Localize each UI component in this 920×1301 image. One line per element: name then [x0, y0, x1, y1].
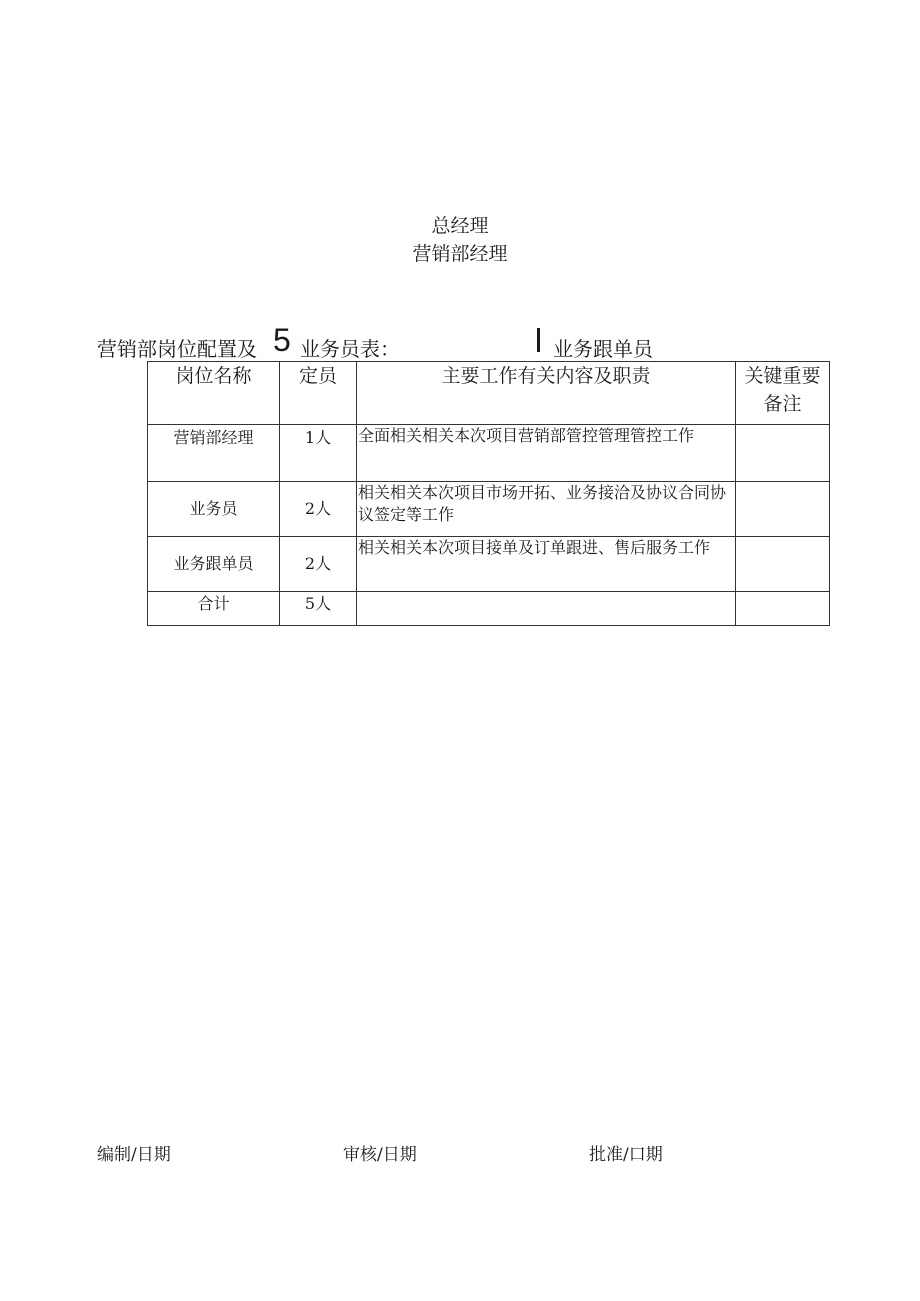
- table-row: [148, 537, 830, 592]
- table-total-row: [148, 592, 830, 626]
- row-notes: [736, 482, 830, 537]
- positions-table: [147, 361, 830, 626]
- row-count: 2人: [280, 537, 357, 592]
- header-count: 定员: [280, 362, 357, 425]
- heading-big-number: 5: [273, 322, 291, 358]
- heading-role: 业务员表：: [300, 337, 400, 361]
- table-row: [148, 425, 830, 482]
- row-notes: [736, 425, 830, 482]
- row-name: 业务跟单员: [148, 537, 280, 592]
- row-count: 2人: [280, 482, 357, 537]
- header-name: 岗位名称: [148, 362, 280, 425]
- footer-reviewed: 审核/日期: [343, 1145, 417, 1165]
- vertical-bar-mark: [537, 328, 540, 352]
- row-duties: 相关相关本次项目市场开拓、业务接洽及协议合同协议签定等工作: [357, 482, 736, 537]
- table-row: [148, 482, 830, 537]
- row-duties: 相关相关本次项目接单及订单跟进、售后服务工作: [357, 537, 736, 592]
- table-header-row: [148, 362, 830, 425]
- footer-prepared: 编制/日期: [97, 1145, 171, 1165]
- total-count: 5人: [280, 592, 357, 626]
- total-notes: [736, 592, 830, 626]
- header-notes: 关键重要备注: [736, 362, 830, 425]
- heading-title: 营销部岗位配置及: [97, 337, 257, 361]
- row-count: 1人: [280, 425, 357, 482]
- org-top-label: 总经理: [431, 215, 489, 237]
- total-name: 合计: [148, 592, 280, 626]
- row-duties: 全面相关相关本次项目营销部管控管理管控工作: [357, 425, 736, 482]
- footer-approved: 批准/口期: [589, 1145, 663, 1165]
- table-heading: [97, 322, 857, 362]
- header-duties: 主要工作有关内容及职责: [357, 362, 736, 425]
- org-second-label: 营销部经理: [412, 243, 508, 265]
- total-duties: [357, 592, 736, 626]
- row-notes: [736, 537, 830, 592]
- row-name: 业务员: [148, 482, 280, 537]
- heading-role-2: 业务跟单员: [553, 337, 653, 361]
- row-name: 营销部经理: [148, 425, 280, 482]
